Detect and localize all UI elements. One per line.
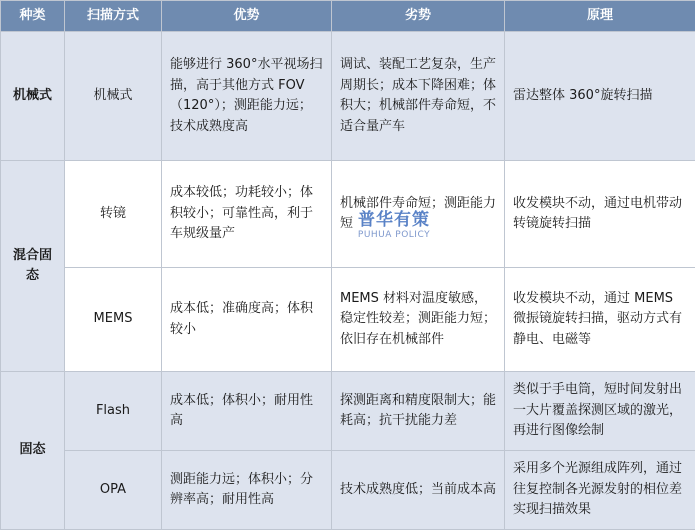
category-hybrid: 混合固态 [1, 161, 65, 372]
principle-cell: 收发模块不动，通过电机带动转镜旋转扫描 [505, 161, 695, 268]
header-principle: 原理 [505, 1, 695, 32]
method-cell: 转镜 [65, 161, 162, 268]
cons-cell: 调试、装配工艺复杂，生产周期长；成本下降困难；体积大；机械部件寿命短，不适合量产车 [332, 32, 505, 161]
header-scan-method: 扫描方式 [65, 1, 162, 32]
pros-cell: 能够进行 360°水平视场扫描，高于其他方式 FOV（120°）；测距能力远；技术成熟度高 [162, 32, 332, 161]
category-solid: 固态 [1, 372, 65, 530]
principle-cell: 收发模块不动，通过 MEMS 微振镜旋转扫描，驱动方式有静电、电磁等 [505, 268, 695, 372]
watermark-cn: 普华有策 [334, 210, 454, 230]
table-row [1, 161, 695, 268]
method-cell: OPA [65, 451, 162, 530]
pros-cell: 测距能力远；体积小；分辨率高；耐用性高 [162, 451, 332, 530]
pros-cell: 成本低；准确度高；体积较小 [162, 268, 332, 372]
header-row [1, 1, 695, 32]
table-row [1, 372, 695, 451]
header-cons: 劣势 [332, 1, 505, 32]
cons-cell: MEMS 材料对温度敏感，稳定性较差；测距能力短；依旧存在机械部件 [332, 268, 505, 372]
method-cell: 机械式 [65, 32, 162, 161]
cons-cell: 机械部件寿命短；测距能力短 [332, 161, 505, 268]
principle-cell: 采用多个光源组成阵列，通过往复控制各光源发射的相位差实现扫描效果 [505, 451, 695, 530]
header-category: 种类 [1, 1, 65, 32]
watermark-en: PUHUA POLICY [334, 230, 454, 241]
pros-cell: 成本低；体积小；耐用性高 [162, 372, 332, 451]
principle-cell: 类似于手电筒，短时间发射出一大片覆盖探测区域的激光，再进行图像绘制 [505, 372, 695, 451]
table-row [1, 268, 695, 372]
method-cell: Flash [65, 372, 162, 451]
category-mechanical: 机械式 [1, 32, 65, 161]
header-pros: 优势 [162, 1, 332, 32]
cons-cell: 技术成熟度低；当前成本高 [332, 451, 505, 530]
table-row [1, 32, 695, 161]
cons-cell: 探测距离和精度限制大；能耗高；抗干扰能力差 [332, 372, 505, 451]
method-cell: MEMS [65, 268, 162, 372]
principle-cell: 雷达整体 360°旋转扫描 [505, 32, 695, 161]
table-row [1, 451, 695, 530]
pros-cell: 成本较低；功耗较小；体积较小；可靠性高，利于车规级量产 [162, 161, 332, 268]
